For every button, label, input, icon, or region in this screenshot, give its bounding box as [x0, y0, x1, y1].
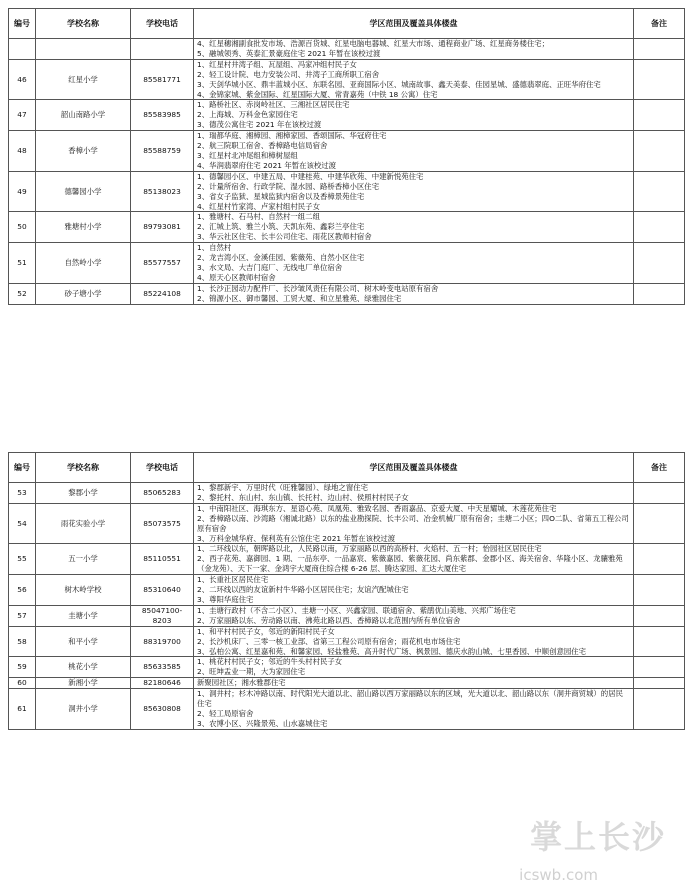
scope-line: 3、尊阳华庭住宅: [197, 594, 254, 604]
table-row: [9, 483, 685, 504]
cell-note: [634, 243, 685, 284]
cell-scope: [194, 243, 634, 284]
cell-note: [634, 131, 685, 172]
scope-line: 1、自然村: [197, 243, 232, 253]
table-row: [9, 212, 685, 243]
cell-school: 红星小学: [36, 59, 131, 100]
cell-school: 新湘小学: [36, 678, 131, 689]
cell-phone: 85310640: [131, 575, 194, 606]
scope-line: 2、上海城、万科金色家园住宅: [197, 110, 298, 120]
scope-line: 3、德茂公寓住宅 2021 年在该校过渡: [197, 120, 322, 130]
cell-scope: [194, 212, 634, 243]
scope-line: 4、原天心区教师村宿舍: [197, 272, 276, 282]
scope-line: 3、红星村北冲尾组和樟树屋组: [197, 150, 298, 160]
scope-line: 2、轻工设计院、电力安装公司、井湾子工商所职工宿舍: [197, 69, 380, 79]
cell-no: 58: [9, 626, 36, 657]
scope-line: 1、和平村村民子女，邻近的新阳村民子女: [197, 626, 335, 636]
cell-note: [634, 503, 685, 544]
cell-school: 树木岭学校: [36, 575, 131, 606]
cell-phone: 85138023: [131, 171, 194, 212]
table-row: [9, 131, 685, 172]
cell-no: 47: [9, 100, 36, 131]
scope-line: 1、黎郡新宇、万里时代（旺雅馨园）、绿地之窗住宅: [197, 483, 368, 492]
cell-scope: [194, 544, 634, 575]
cell-scope: [194, 503, 634, 544]
scope-line: 3、万科金城华府、保利英有公馆住宅 2021 年暂在该校过渡: [197, 533, 396, 543]
cell-note: [634, 626, 685, 657]
scope-line: 3、弘柏公寓、红星嘉和苑、和馨家园、轻盐雅苑、高升时代广场、枫景园、德庆水韵山城、七里香园、中顺创意园住宅: [197, 646, 587, 656]
scope-line: 2、计量所宿舍、行政学院、湿水园、路桥香樟小区住宅: [197, 181, 380, 191]
scope-line: 5、融城领秀、英泰汇景豪庭住宅 2021 年暂在该校过渡: [197, 48, 381, 58]
cell-phone: 85633585: [131, 657, 194, 678]
scope-line: 2、西子花苑、嘉御园、1 期、一品东亭、一品嘉宸、紫薇嘉园、紫薇花园、尚东紫郡、金郡小区、海关宿舍、华隆小区、龙骧雅苑（金龙苑）、天下一家、金鸿宇大厦商住综合楼 6-26 层、腾达家园、汇达大厦住宅: [197, 554, 623, 574]
scope-line: 3、农博小区、兴隆景苑、山水嘉城住宅: [197, 718, 328, 728]
cell-phone: 85588759: [131, 131, 194, 172]
cell-no: [9, 39, 36, 60]
scope-line: 2、长沙机床厂、三零一核工业部、省第三工程公司原有宿舍；雨花机电市场住宅: [197, 636, 461, 646]
cell-note: [634, 100, 685, 131]
cell-note: [634, 39, 685, 60]
scope-line: 1、长重社区居民住宅: [197, 575, 269, 585]
cell-no: 46: [9, 59, 36, 100]
header-note: 备注: [634, 453, 685, 483]
scope-line: 4、红星穗湘副食批发市场、浩源百货城、红星电脑电器城、红星大市场、通程商业广场、红星商务楼住宅；: [197, 39, 550, 48]
cell-school: 韶山南路小学: [36, 100, 131, 131]
scope-line: 2、万家丽路以东、劳动路以南、沸苑北路以西、香樟路以北范围内所有单位宿舍: [197, 615, 461, 625]
cell-phone: 82180646: [131, 678, 194, 689]
scope-line: 2、二环线以西的友谊新村牛华路小区居民住宅；友谊汽配城住宅: [197, 585, 409, 595]
school-district-table-1: [8, 8, 685, 305]
cell-no: 61: [9, 689, 36, 730]
cell-phone: 85583985: [131, 100, 194, 131]
cell-note: [634, 689, 685, 730]
scope-line: 2、龙吉湾小区、金溪佳园、紫薇苑、自然小区住宅: [197, 253, 365, 263]
cell-note: [634, 657, 685, 678]
cell-note: [634, 575, 685, 606]
header-no: 编号: [9, 453, 36, 483]
table-row: [9, 678, 685, 689]
scope-line: 3、天剑华城小区、鼎丰蓝城小区、东联名园、亚商国际小区、城南故事、鑫天美泰、佳园星城、盛德翡翠庭、正旺华府住宅: [197, 79, 601, 89]
cell-note: [634, 59, 685, 100]
table-row: [9, 39, 685, 60]
cell-no: 54: [9, 503, 36, 544]
cell-phone: [131, 39, 194, 60]
cell-phone: 85047100-8203: [131, 605, 194, 626]
scope-line: 1、圭塘行政村（不含二小区）、圭塘一小区、兴鑫家园、联通宿舍、紫鹃优山美地、兴邦广场住宅: [197, 605, 516, 615]
scope-line: 2、轻工局原宿舍: [197, 708, 254, 718]
cell-no: 49: [9, 171, 36, 212]
table-row: [9, 689, 685, 730]
cell-no: 48: [9, 131, 36, 172]
scope-line: 1、路桥社区、赤岗岭社区、三湘社区居民住宅: [197, 100, 350, 110]
table-header-row: [9, 9, 685, 39]
scope-line: 3、水文局、大吉门庭厂、无线电厂单位宿舍: [197, 262, 343, 272]
cell-note: [634, 544, 685, 575]
cell-no: 55: [9, 544, 36, 575]
cell-school: 雅塘村小学: [36, 212, 131, 243]
cell-school: 五一小学: [36, 544, 131, 575]
scope-line: 3、省女子监狱、星城监狱内宿舍以及香樟景苑住宅: [197, 191, 365, 201]
cell-school: 黎郡小学: [36, 483, 131, 504]
scope-line: 1、二环线以东，朝晖路以北，人民路以南，万家丽路以西的高桥村、火焰村、五一村；怡园社区居民住宅: [197, 544, 542, 554]
cell-note: [634, 678, 685, 689]
header-school: 学校名称: [36, 9, 131, 39]
scope-line: 1、瑞都华庭、湘樟园、湘樟家园、香颂国际、华冠府住宅: [197, 131, 387, 141]
cell-phone: 88319700: [131, 626, 194, 657]
cell-note: [634, 212, 685, 243]
scope-line: 4、红星村竹家湾、卢家村组村民子女: [197, 201, 320, 211]
scope-line: 2、香樟路以南、沙湾路（湘诚北路）以东的盐业勘探院、长丰公司、冶金机械厂原有宿舍；圭塘二小区；四O二队、省第五工程公司原有宿舍: [197, 513, 629, 533]
table-row: [9, 171, 685, 212]
cell-school: 德馨园小学: [36, 171, 131, 212]
watermark-url: icswb.com: [519, 866, 598, 884]
cell-phone: 85224108: [131, 283, 194, 304]
cell-scope: [194, 657, 634, 678]
cell-school: [36, 39, 131, 60]
cell-school: 香樟小学: [36, 131, 131, 172]
scope-line: 2、锦源小区、御市馨园、工贸大厦、和立星雅苑、绿雅园住宅: [197, 293, 402, 303]
table-row: [9, 544, 685, 575]
header-phone: 学校电话: [131, 9, 194, 39]
cell-no: 56: [9, 575, 36, 606]
cell-note: [634, 171, 685, 212]
cell-scope: [194, 171, 634, 212]
scope-line: 1、雅塘村、石马村、自然村一组二组: [197, 212, 320, 222]
header-scope: 学区范围及覆盖具体楼盘: [194, 9, 634, 39]
cell-school: 圭塘小学: [36, 605, 131, 626]
scope-line: 1、红星村井湾子组、瓦屋组、冯家冲组村民子女: [197, 59, 357, 69]
scope-line: 1、桃花村村民子女；邻近的牛头村村民子女: [197, 657, 343, 667]
cell-scope: [194, 483, 634, 504]
table-row: [9, 59, 685, 100]
cell-scope: [194, 605, 634, 626]
cell-phone: 85630808: [131, 689, 194, 730]
cell-scope: [194, 626, 634, 657]
header-school: 学校名称: [36, 453, 131, 483]
scope-line: 4、金锦家城、紫金国际、红星国际大厦、常青嘉苑（中铁 18 公寓）住宅: [197, 89, 438, 99]
cell-no: 59: [9, 657, 36, 678]
header-note: 备注: [634, 9, 685, 39]
table-row: [9, 657, 685, 678]
cell-phone: 85065283: [131, 483, 194, 504]
scope-line: 2、汇城上筑、雅兰小筑、天凯东苑、鑫彩兰亭住宅: [197, 222, 365, 232]
scope-line: 2、航三院职工宿舍、香樟路电信局宿舍: [197, 141, 328, 151]
header-phone: 学校电话: [131, 453, 194, 483]
table-sheet-1: [8, 8, 684, 305]
table-header-row: [9, 453, 685, 483]
cell-note: [634, 605, 685, 626]
cell-school: 砂子塘小学: [36, 283, 131, 304]
cell-scope: [194, 678, 634, 689]
cell-school: 自然岭小学: [36, 243, 131, 284]
cell-scope: [194, 283, 634, 304]
cell-school: 桃花小学: [36, 657, 131, 678]
school-district-table-2: [8, 452, 685, 730]
cell-scope: [194, 39, 634, 60]
table-row: [9, 626, 685, 657]
header-no: 编号: [9, 9, 36, 39]
cell-scope: [194, 689, 634, 730]
table-row: [9, 503, 685, 544]
cell-scope: [194, 575, 634, 606]
cell-no: 51: [9, 243, 36, 284]
table-row: [9, 243, 685, 284]
scope-line: 3、华云社区住宅、长丰公司住宅、雨花区教师村宿舍: [197, 232, 372, 242]
table-row: [9, 605, 685, 626]
watermark-logo: 掌上长沙: [529, 818, 666, 856]
cell-scope: [194, 59, 634, 100]
table-sheet-2: [8, 452, 684, 730]
cell-phone: 85110551: [131, 544, 194, 575]
scope-line: 2、黎托村、东山村、东山镇、长托村、边山村、侯照村村民子女: [197, 492, 409, 502]
scope-line: 2、旺坤盂业一期，大为家园住宅: [197, 667, 306, 677]
table-body-2: [9, 483, 685, 730]
cell-note: [634, 483, 685, 504]
cell-phone: 85577557: [131, 243, 194, 284]
scope-line: 1、长沙正园动力配件厂、长沙皱风责任有限公司、树木岭变电站原有宿舍: [197, 283, 439, 293]
scope-line: 1、中南阳社区、海琪东方、星语心苑、凤凰苑、雅致名园、香雨嘉品、京爱大厦、中天星耀城、木莲花苑住宅: [197, 503, 557, 513]
cell-no: 57: [9, 605, 36, 626]
cell-scope: [194, 131, 634, 172]
table-body-1: [9, 39, 685, 305]
cell-no: 53: [9, 483, 36, 504]
scope-line: 4、华润翡翠府住宅 2021 年暂在该校过渡: [197, 160, 337, 170]
cell-phone: 85581771: [131, 59, 194, 100]
cell-phone: 85073575: [131, 503, 194, 544]
table-row: [9, 100, 685, 131]
cell-no: 52: [9, 283, 36, 304]
scope-line: 1、德馨园小区、中建五局、中建桂苑、中建华欣苑、中建新悦苑住宅: [197, 171, 424, 181]
scope-line: 1、洞井村；杉木冲路以南、时代阳光大道以北、韶山路以西万家丽路以东的区域，光大道以北、韶山路以东（洞井商贸城）的居民住宅: [197, 689, 623, 709]
cell-no: 50: [9, 212, 36, 243]
scope-line: 新聚园社区；湘水雅郡住宅: [197, 678, 286, 688]
table-row: [9, 283, 685, 304]
cell-note: [634, 283, 685, 304]
table-row: [9, 575, 685, 606]
cell-school: 洞井小学: [36, 689, 131, 730]
cell-school: 和平小学: [36, 626, 131, 657]
cell-no: 60: [9, 678, 36, 689]
cell-phone: 89793081: [131, 212, 194, 243]
header-scope: 学区范围及覆盖具体楼盘: [194, 453, 634, 483]
cell-scope: [194, 100, 634, 131]
cell-school: 雨花实验小学: [36, 503, 131, 544]
